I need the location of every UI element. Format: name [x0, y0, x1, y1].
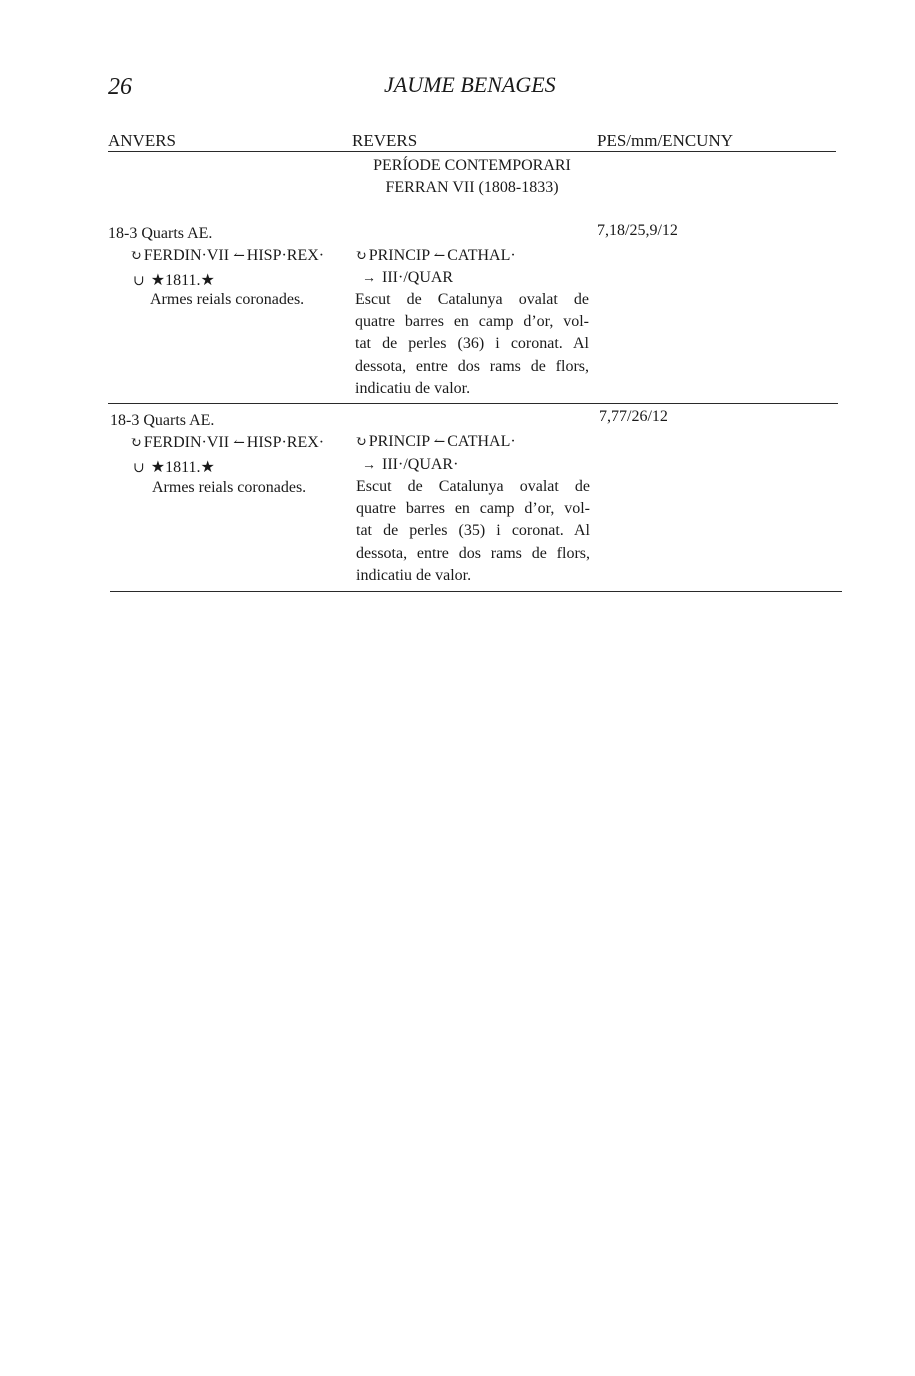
- obverse-description: Armes reials coronades.: [152, 479, 307, 496]
- reverse-description: [355, 289, 589, 400]
- section-period: PERÍODE CONTEMPORARI: [373, 157, 571, 174]
- right-arrow-icon: →: [362, 271, 376, 286]
- reverse-legend-line1: [355, 247, 516, 265]
- reverse-description-line: indicatiu de valor.: [356, 566, 472, 584]
- obverse-legend-part-b: HISP·REX·: [246, 434, 325, 451]
- reverse-description-line: quatre barres en camp d’or, vol-: [356, 500, 590, 518]
- reverse-legend-line1: [355, 433, 516, 451]
- reverse-description: [356, 476, 590, 587]
- obverse-legend-part-b: HISP·REX·: [246, 247, 325, 264]
- obverse-description: Armes reials coronades.: [150, 291, 305, 308]
- obverse-legend-line1: [130, 247, 324, 265]
- obverse-date: ★1811.★: [150, 272, 215, 289]
- reverse-legend-part-b: CATHAL·: [447, 433, 516, 450]
- reverse-description-line: tat de perles (36) i coronat. Al: [355, 335, 589, 353]
- column-header-obverse: ANVERS: [108, 131, 177, 150]
- entry-id: 18-3 Quarts AE.: [110, 412, 215, 429]
- obverse-legend-line2: [133, 270, 215, 290]
- arc-arrow-right-icon: ↼: [433, 435, 446, 450]
- reverse-description-line: Escut de Catalunya ovalat de: [356, 478, 590, 495]
- reverse-description-line: tat de perles (35) i coronat. Al: [356, 522, 590, 540]
- reverse-description-line: Escut de Catalunya ovalat de: [355, 291, 589, 308]
- entry-rule: [110, 591, 842, 592]
- column-header-weight: PES/mm/ENCUNY: [597, 131, 734, 150]
- reverse-legend-part-a: PRINCIP: [368, 433, 430, 450]
- reverse-legend-part-a: PRINCIP: [368, 247, 430, 264]
- obverse-legend-part-a: FERDIN·VII: [143, 434, 230, 451]
- arc-arrow-right-icon: ↼: [233, 436, 245, 451]
- arc-arrow-right-icon: ↼: [433, 249, 446, 264]
- reverse-value-mark: III·/QUAR: [382, 269, 454, 286]
- arc-arrow-left-icon: ↻: [130, 436, 142, 451]
- running-title: JAUME BENAGES: [384, 72, 556, 97]
- header-rule: [108, 151, 836, 152]
- entry-rule: [108, 403, 838, 404]
- page-number: 26: [108, 74, 132, 100]
- weight-diameter-die: 7,18/25,9/12: [597, 222, 678, 239]
- arc-arrow-left-icon: ↻: [355, 249, 367, 264]
- reverse-legend-line2: [362, 269, 453, 287]
- reverse-legend-line2: [362, 456, 458, 474]
- obverse-legend-line1: [130, 434, 324, 452]
- reverse-description-line: dessota, entre dos rams de flors,: [355, 357, 589, 375]
- reverse-legend-part-b: CATHAL·: [447, 247, 516, 264]
- section-reign: FERRAN VII (1808-1833): [385, 179, 559, 196]
- column-header-reverse: REVERS: [352, 131, 418, 150]
- obverse-legend-line2: [133, 457, 215, 477]
- arc-arrow-left-icon: ↻: [130, 249, 142, 264]
- reverse-description-line: quatre barres en camp d’or, vol-: [355, 313, 589, 331]
- right-arrow-icon: →: [362, 458, 376, 473]
- obverse-legend-part-a: FERDIN·VII: [143, 247, 230, 264]
- reverse-description-line: indicatiu de valor.: [355, 379, 471, 397]
- arc-arrow-right-icon: ↼: [233, 249, 245, 264]
- reverse-description-line: dessota, entre dos rams de flors,: [356, 544, 590, 562]
- weight-diameter-die: 7,77/26/12: [599, 408, 668, 425]
- obverse-date: ★1811.★: [150, 459, 215, 476]
- reverse-value-mark: III·/QUAR·: [382, 456, 459, 473]
- cup-arrow-icon: ∪: [133, 461, 145, 476]
- entry-id: 18-3 Quarts AE.: [108, 225, 213, 242]
- arc-arrow-left-icon: ↻: [355, 435, 367, 450]
- cup-arrow-icon: ∪: [133, 274, 145, 289]
